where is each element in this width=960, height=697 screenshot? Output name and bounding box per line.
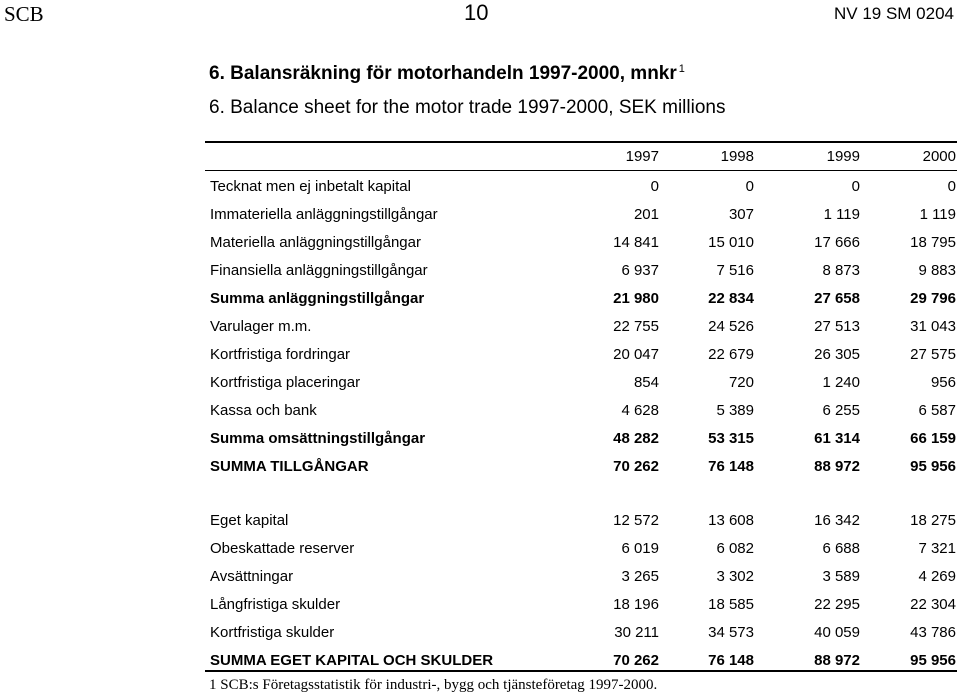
row-label: Summa omsättningstillgångar <box>210 430 426 447</box>
cell-value: 14 841 <box>613 234 659 251</box>
cell-value: 1 240 <box>822 374 860 391</box>
cell-value: 61 314 <box>814 430 860 447</box>
cell-value: 76 148 <box>708 458 754 475</box>
table-row <box>210 429 956 449</box>
row-label: Kortfristiga skulder <box>210 624 335 641</box>
table-row <box>210 373 956 393</box>
table-row <box>210 623 956 643</box>
footnote-marker: 1 <box>678 63 685 75</box>
cell-value: 7 516 <box>716 262 754 279</box>
row-label: SUMMA EGET KAPITAL OCH SKULDER <box>210 652 494 669</box>
cell-value: 26 305 <box>814 346 860 363</box>
cell-value: 6 937 <box>621 262 659 279</box>
cell-value: 6 688 <box>822 540 860 557</box>
footnote: 1 SCB:s Företagsstatistik för industri-, bygg och tjänsteföretag 1997-2000. <box>209 677 658 693</box>
cell-value: 66 159 <box>910 430 956 447</box>
row-label: Obeskattade reserver <box>210 540 355 557</box>
cell-value: 76 148 <box>708 652 754 669</box>
cell-value: 12 572 <box>613 512 659 529</box>
cell-value: 5 389 <box>716 402 754 419</box>
table-row <box>210 289 956 309</box>
cell-value: 307 <box>728 206 754 223</box>
table-row <box>210 567 956 587</box>
header-rule <box>205 170 957 171</box>
row-label: Långfristiga skulder <box>210 596 341 613</box>
top-rule <box>205 141 957 143</box>
bottom-rule <box>205 670 957 672</box>
row-label: Kortfristiga placeringar <box>210 374 361 391</box>
cell-value: 6 255 <box>822 402 860 419</box>
table-row <box>210 539 956 559</box>
table-row <box>210 205 956 225</box>
cell-value: 4 628 <box>621 402 659 419</box>
cell-value: 31 043 <box>910 318 956 335</box>
cell-value: 22 295 <box>814 596 860 613</box>
table-row <box>210 595 956 615</box>
cell-value: 27 575 <box>910 346 956 363</box>
cell-value: 21 980 <box>613 290 659 307</box>
row-label: Kortfristiga fordringar <box>210 346 351 363</box>
cell-value: 43 786 <box>910 624 956 641</box>
cell-value: 3 589 <box>822 568 860 585</box>
cell-value: 22 304 <box>910 596 956 613</box>
cell-value: 6 019 <box>621 540 659 557</box>
table-row <box>210 651 956 671</box>
cell-value: 3 302 <box>716 568 754 585</box>
page-header <box>0 0 960 30</box>
cell-value: 30 211 <box>614 624 659 641</box>
table-title-english: 6. Balance sheet for the motor trade 1997-2000, SEK millions <box>209 97 726 118</box>
row-label: Avsättningar <box>210 568 294 585</box>
cell-value: 13 608 <box>708 512 754 529</box>
year-header: 2000 <box>922 148 956 165</box>
title-text: 6. Balansräkning för motorhandeln 1997-2000, mnkr <box>209 63 677 84</box>
cell-value: 27 658 <box>814 290 860 307</box>
cell-value: 16 342 <box>814 512 860 529</box>
cell-value: 17 666 <box>814 234 860 251</box>
cell-value: 0 <box>947 178 956 195</box>
row-label: Immateriella anläggningstillgångar <box>210 206 438 223</box>
cell-value: 22 834 <box>708 290 754 307</box>
table-row <box>210 457 956 477</box>
year-header: 1997 <box>625 148 659 165</box>
cell-value: 88 972 <box>814 458 860 475</box>
year-header: 1998 <box>720 148 754 165</box>
cell-value: 18 275 <box>910 512 956 529</box>
cell-value: 27 513 <box>814 318 860 335</box>
table-row <box>210 177 956 197</box>
cell-value: 22 679 <box>708 346 754 363</box>
cell-value: 95 956 <box>910 652 956 669</box>
table-row <box>210 401 956 421</box>
cell-value: 854 <box>633 374 659 391</box>
cell-value: 29 796 <box>910 290 956 307</box>
row-label: Kassa och bank <box>210 402 317 419</box>
row-label: SUMMA TILLGÅNGAR <box>210 458 369 475</box>
year-header-row <box>210 147 956 167</box>
cell-value: 40 059 <box>814 624 860 641</box>
cell-value: 70 262 <box>613 458 659 475</box>
table-row <box>210 345 956 365</box>
cell-value: 95 956 <box>910 458 956 475</box>
table-row <box>210 233 956 253</box>
table-row <box>210 261 956 281</box>
row-label: Varulager m.m. <box>210 318 312 335</box>
cell-value: 34 573 <box>708 624 754 641</box>
cell-value: 201 <box>633 206 659 223</box>
cell-value: 18 795 <box>910 234 956 251</box>
year-header: 1999 <box>826 148 860 165</box>
table-row <box>210 317 956 337</box>
header-org: SCB <box>4 2 44 26</box>
table-title-swedish <box>209 63 685 85</box>
cell-value: 6 082 <box>716 540 754 557</box>
cell-value: 4 269 <box>918 568 956 585</box>
header-report-id: NV 19 SM 0204 <box>833 4 954 23</box>
row-label: Tecknat men ej inbetalt kapital <box>210 178 411 195</box>
cell-value: 1 119 <box>919 206 956 223</box>
cell-value: 18 585 <box>708 596 754 613</box>
cell-value: 1 119 <box>823 206 860 223</box>
cell-value: 7 321 <box>918 540 956 557</box>
cell-value: 956 <box>930 374 956 391</box>
cell-value: 20 047 <box>613 346 659 363</box>
cell-value: 0 <box>745 178 754 195</box>
cell-value: 6 587 <box>918 402 956 419</box>
row-label: Eget kapital <box>210 512 289 529</box>
cell-value: 15 010 <box>708 234 754 251</box>
cell-value: 720 <box>728 374 754 391</box>
cell-value: 53 315 <box>708 430 754 447</box>
cell-value: 9 883 <box>918 262 956 279</box>
cell-value: 0 <box>851 178 860 195</box>
table-row <box>210 511 956 531</box>
cell-value: 88 972 <box>814 652 860 669</box>
cell-value: 8 873 <box>822 262 860 279</box>
row-label: Materiella anläggningstillgångar <box>210 234 421 251</box>
row-label: Finansiella anläggningstillgångar <box>210 262 428 279</box>
cell-value: 18 196 <box>613 596 659 613</box>
cell-value: 70 262 <box>613 652 659 669</box>
page-number: 10 <box>464 0 489 25</box>
cell-value: 3 265 <box>621 568 659 585</box>
cell-value: 24 526 <box>708 318 754 335</box>
row-label: Summa anläggningstillgångar <box>210 290 425 307</box>
cell-value: 22 755 <box>613 318 659 335</box>
cell-value: 0 <box>650 178 659 195</box>
cell-value: 48 282 <box>613 430 659 447</box>
